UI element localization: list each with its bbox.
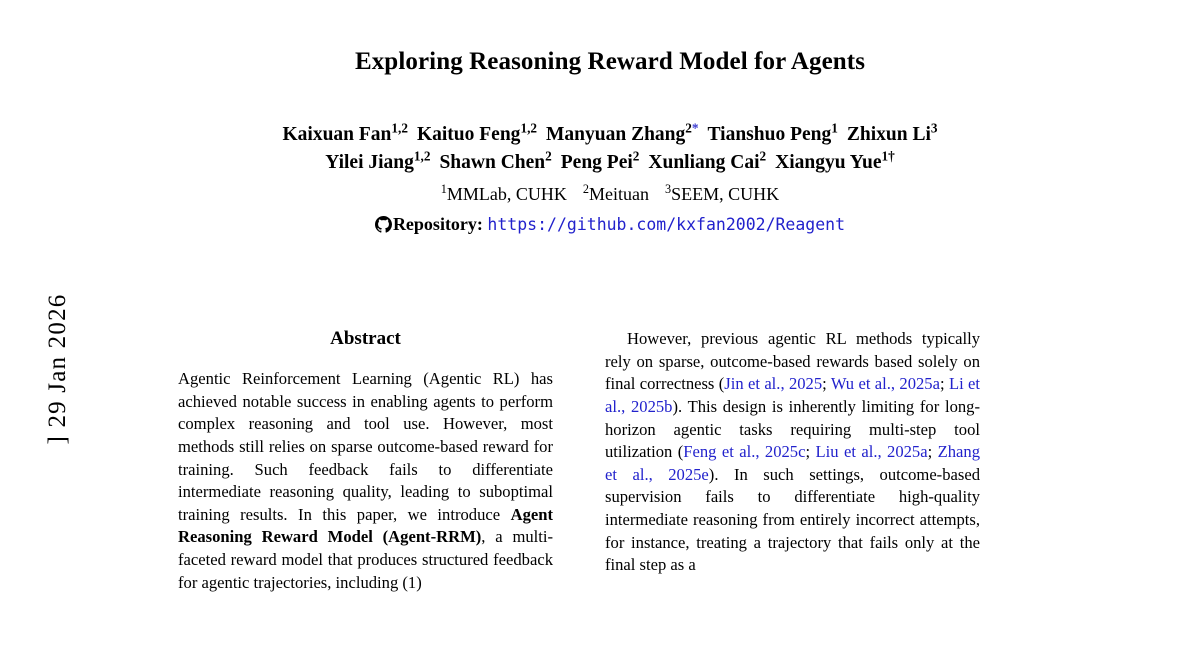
repository-label: Repository: xyxy=(392,213,483,234)
arxiv-stamp: ] 29 Jan 2026 xyxy=(44,293,71,445)
author-name: Peng Pei xyxy=(560,151,633,173)
author-name: Kaituo Feng xyxy=(416,124,521,145)
author-affil-marker: 1,2 xyxy=(520,120,537,136)
body-text-run: ; xyxy=(939,374,949,394)
intro-paragraph xyxy=(605,328,980,577)
body-text-run: Agentic Reinforcement Learning (Agentic RL) has achieved notable success in enabling agents to perform complex reasoning and tool use. However, most methods still relies on sparse outcome-based reward for training. Such feedback fails to differentiate intermediate reasoning quality, leading to suboptimal training results. In this paper, we introduce xyxy=(178,369,553,524)
citation-link[interactable]: Wu et al., 2025a xyxy=(830,374,940,394)
left-column xyxy=(178,328,553,594)
author-name: Xiangyu Yue xyxy=(775,151,882,173)
author-name: Tianshuo Peng xyxy=(707,124,832,145)
author-star-marker: * xyxy=(691,120,699,136)
body-text-run: ; xyxy=(927,442,938,462)
author-affil-marker: 2 xyxy=(759,148,767,164)
body-text-run: ; xyxy=(805,442,816,462)
author-affil-marker: 2 xyxy=(685,120,692,136)
author-name: Xunliang Cai xyxy=(648,151,760,173)
affiliation-list xyxy=(150,182,1070,207)
author-affil-marker: 2 xyxy=(632,148,640,164)
intro-text xyxy=(605,328,980,577)
two-column-body xyxy=(178,328,1062,594)
affiliation-name: MMLab, CUHK xyxy=(446,184,567,205)
author-affil-marker: 1,2 xyxy=(391,120,408,136)
right-column xyxy=(605,328,980,594)
author-name: Zhixun Li xyxy=(846,124,931,145)
github-icon xyxy=(375,216,392,238)
affiliation-name: Meituan xyxy=(589,184,650,205)
citation-link[interactable]: Jin et al., 2025 xyxy=(724,374,823,394)
author-affil-marker: 2 xyxy=(545,148,552,164)
citation-link[interactable]: Zhang et al., 2025e xyxy=(605,442,981,484)
author-name: Manyuan Zhang xyxy=(546,124,686,145)
author-line-2 xyxy=(150,149,1070,177)
page-title: Exploring Reasoning Reward Model for Agents xyxy=(354,48,866,75)
author-affil-marker: 1 xyxy=(831,120,838,136)
body-text-run: , a multi-faceted reward model that produces structured feedback for agentic trajectories, including (1) xyxy=(178,527,554,592)
author-affil-marker: 3 xyxy=(930,120,938,136)
affiliation-marker: 1 xyxy=(440,182,447,197)
author-name: Shawn Chen xyxy=(439,151,546,173)
affiliation-marker: 2 xyxy=(582,182,590,197)
body-text-run: ). This design is inherently limiting for long-horizon agentic tasks requiring multi-step tool utilization ( xyxy=(605,396,980,462)
abstract-text xyxy=(178,368,553,594)
citation-link[interactable]: Feng et al., 2025c xyxy=(683,442,806,462)
body-text-run: However, previous agentic RL methods typically rely on sparse, outcome-based rewards based solely on final correctness ( xyxy=(605,329,980,394)
abstract-paragraph xyxy=(178,368,553,594)
body-text-run: ; xyxy=(822,374,831,394)
author-name: Yilei Jiang xyxy=(325,151,414,173)
author-list xyxy=(150,121,1070,176)
author-affil-marker: 1,2 xyxy=(413,148,431,164)
affiliation-marker: 3 xyxy=(665,182,672,197)
author-line-1 xyxy=(150,121,1070,149)
affiliation-name: SEEM, CUHK xyxy=(671,184,780,205)
abstract-heading: Abstract xyxy=(330,328,401,349)
citation-link[interactable]: Li et al., 2025b xyxy=(605,374,981,416)
body-text-run: ). In such settings, outcome-based supervision fails to differentiate high-quality intermediate reasoning from entirely incorrect attempts, for instance, treating a trajectory that fails only at the final step as a xyxy=(605,464,980,575)
paper-page xyxy=(150,0,1070,648)
repository-url[interactable]: https://github.com/kxfan2002/Reagent xyxy=(487,214,846,234)
emphasis-text: Agent Reasoning Reward Model (Agent-RRM) xyxy=(178,504,553,547)
author-affil-marker: 1† xyxy=(881,148,895,164)
author-name: Kaixuan Fan xyxy=(282,124,392,145)
repository-line xyxy=(150,214,1070,238)
citation-link[interactable]: Liu et al., 2025a xyxy=(815,442,928,462)
